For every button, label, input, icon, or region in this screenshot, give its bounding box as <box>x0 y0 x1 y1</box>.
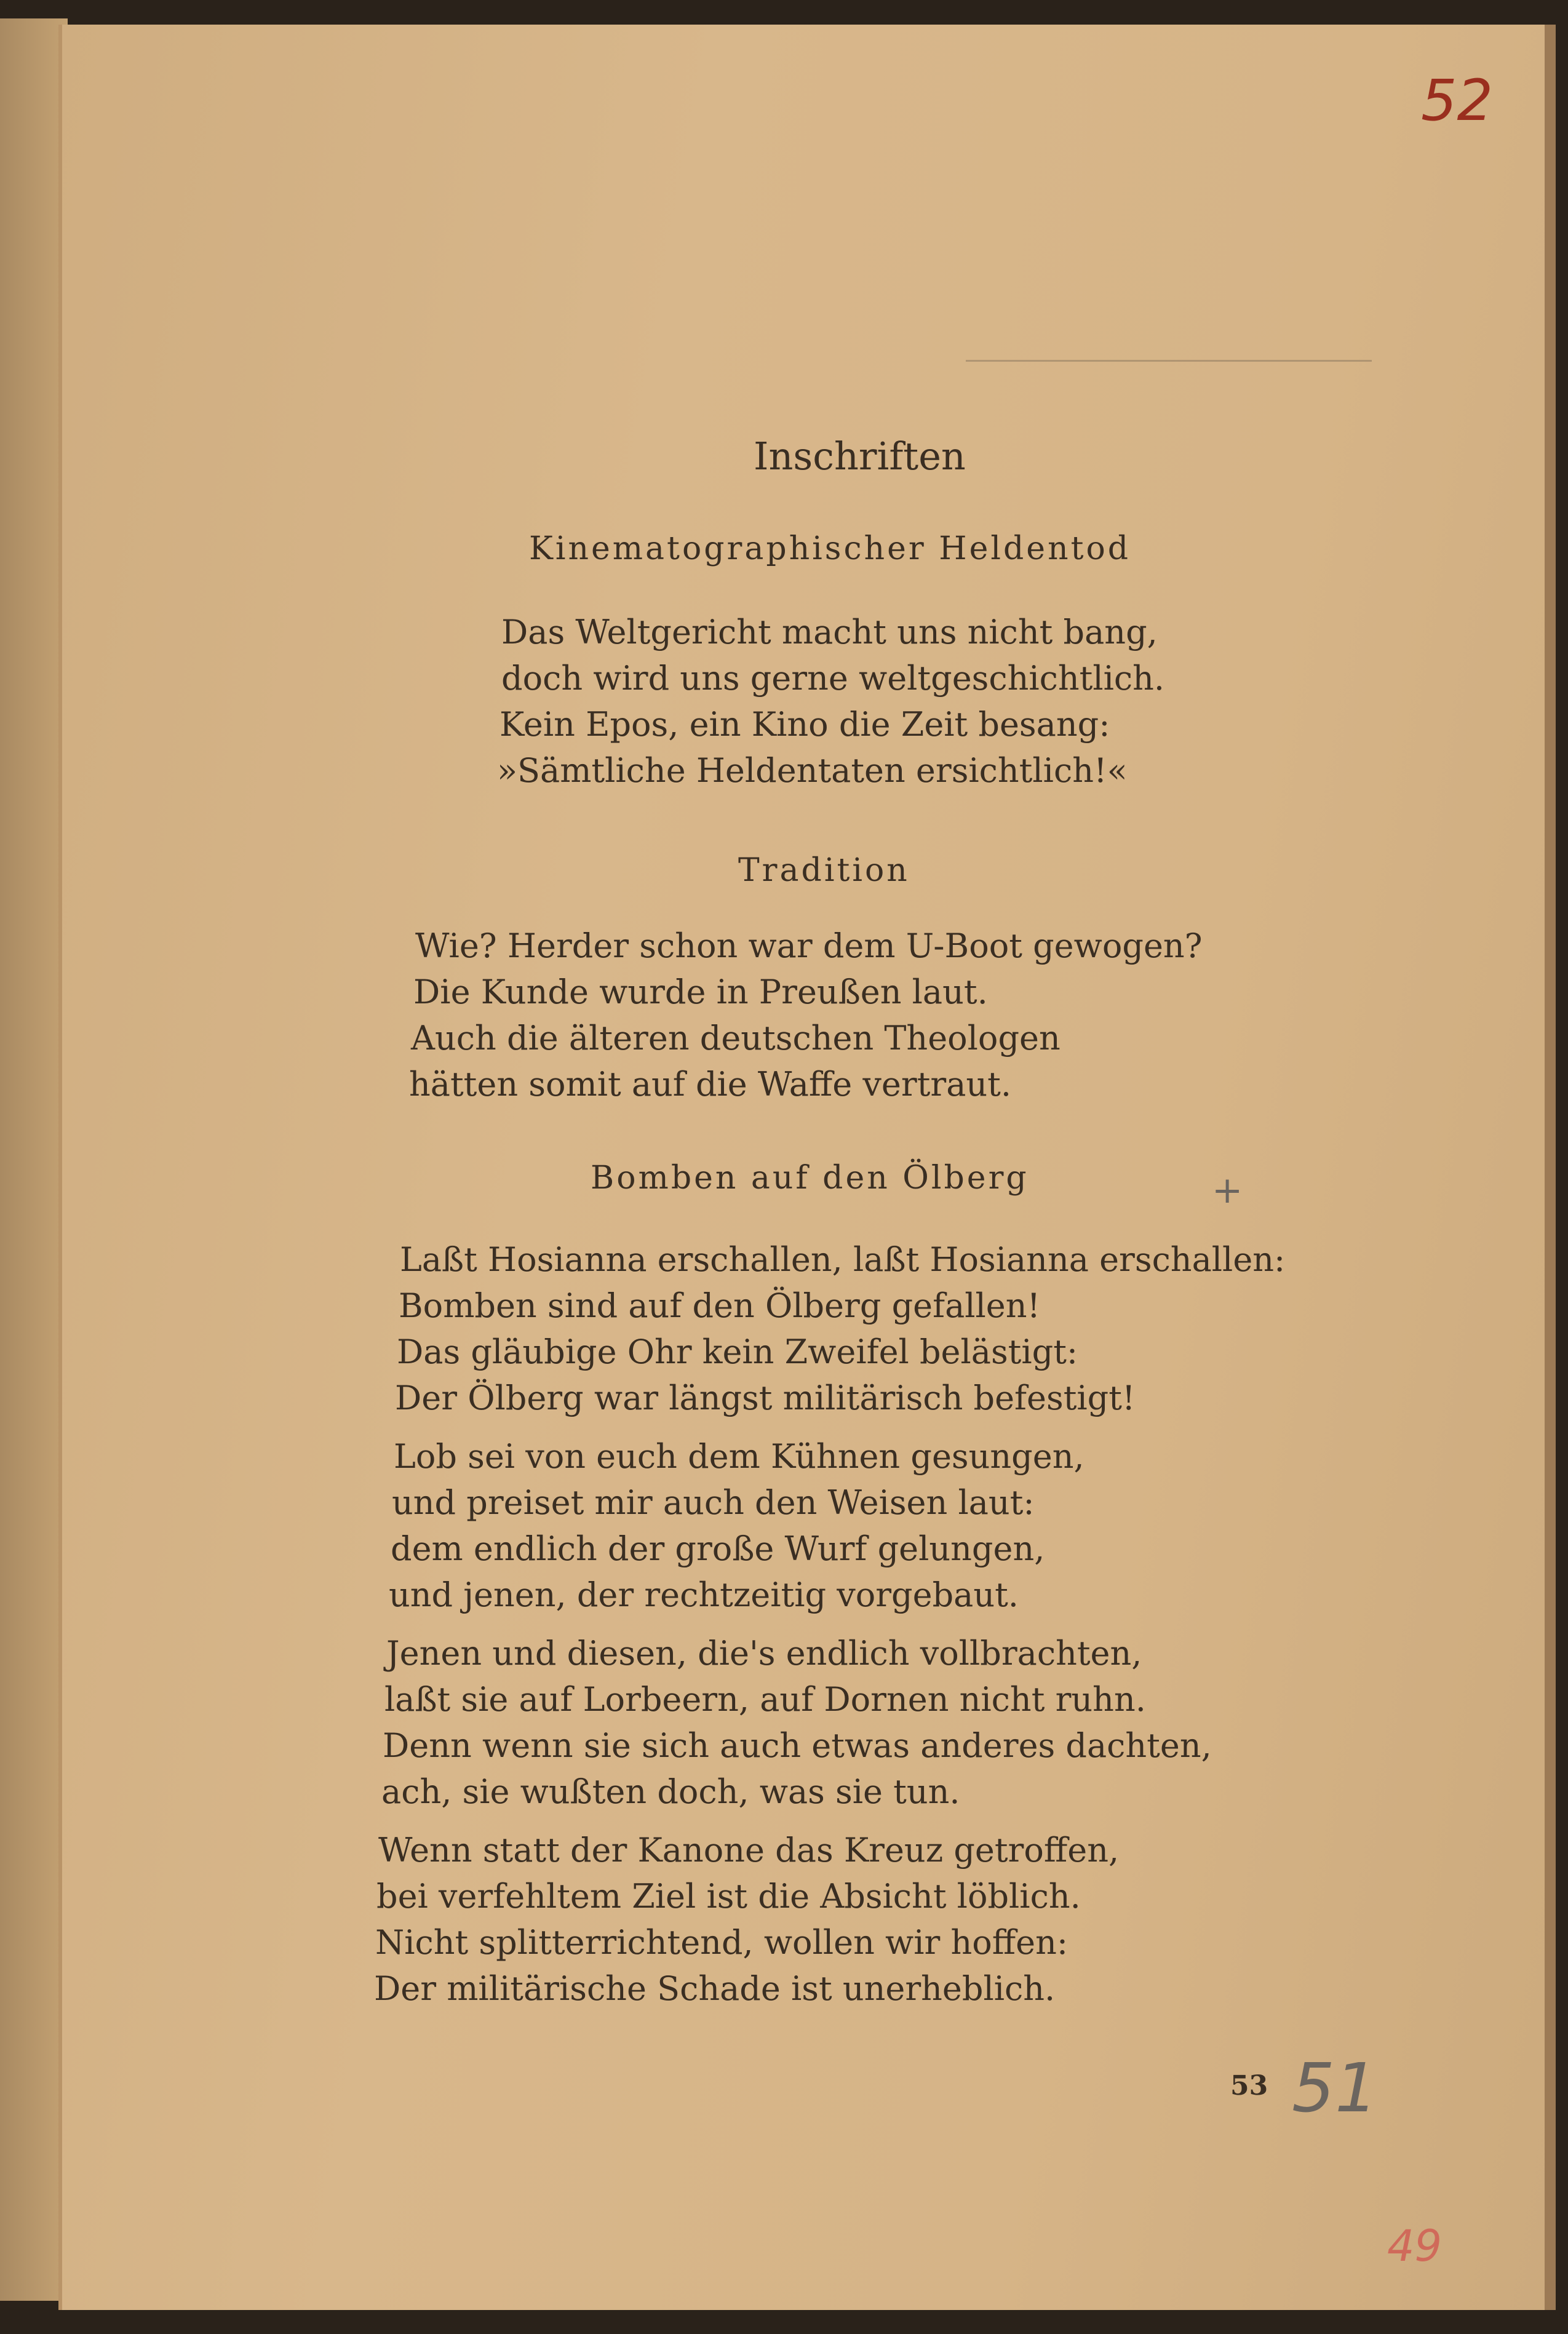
verse-line: ach, sie wußten doch, was sie tun. <box>381 1772 960 1811</box>
verse-line: Laßt Hosianna erschallen, laßt Hosianna erschallen: <box>400 1240 1286 1279</box>
faint-rule <box>966 360 1372 362</box>
margin-cross-mark: + <box>1212 1169 1243 1212</box>
verse-line: Das Weltgericht macht uns nicht bang, <box>501 613 1158 651</box>
verse-line: hätten somit auf die Waffe vertraut. <box>409 1065 1012 1104</box>
verse-line: Der Ölberg war längst militärisch befestigt! <box>395 1379 1136 1417</box>
verse-line: doch wird uns gerne weltgeschichtlich. <box>501 659 1165 698</box>
red-page-number: 49 <box>1387 2221 1443 2271</box>
verse-line: Wenn statt der Kanone das Kreuz getroffen, <box>378 1831 1120 1870</box>
verse-line: dem endlich der große Wurf gelungen, <box>391 1529 1045 1568</box>
verse-line: Lob sei von euch dem Kühnen gesungen, <box>394 1437 1084 1476</box>
verse-line: Auch die älteren deutschen Theologen <box>411 1019 1061 1057</box>
page-edge <box>0 18 68 2301</box>
verse-line: Wie? Herder schon war dem U-Boot gewogen? <box>415 926 1203 965</box>
section-heading-tradition: Tradition <box>738 852 910 889</box>
verse-line: Die Kunde wurde in Preußen laut. <box>413 973 988 1011</box>
archive-page-number: 52 <box>1421 68 1494 133</box>
verse-line: Kein Epos, ein Kino die Zeit besang: <box>499 705 1110 744</box>
verse-line: Nicht splitterrichtend, wollen wir hoffen: <box>375 1923 1069 1962</box>
printed-page-number: 53 <box>1230 2070 1268 2101</box>
verse-line: Bomben sind auf den Ölberg gefallen! <box>399 1286 1041 1325</box>
section-heading-kinematographischer: Kinematographischer Heldentod <box>529 530 1131 567</box>
verse-line: Jenen und diesen, die's endlich vollbrachten, <box>386 1634 1142 1673</box>
verse-line: Denn wenn sie sich auch etwas anderes dachten, <box>383 1726 1212 1765</box>
verse-line: und jenen, der rechtzeitig vorgebaut. <box>389 1575 1019 1614</box>
verse-line: »Sämtliche Heldentaten ersichtlich!« <box>497 751 1128 790</box>
page-title: Inschriften <box>754 434 966 479</box>
verse-line: bei verfehltem Ziel ist die Absicht löblich. <box>376 1877 1081 1916</box>
verse-line: Der militärische Schade ist unerheblich. <box>374 1969 1056 2008</box>
pencil-page-number: 51 <box>1292 2049 1378 2127</box>
verse-line: und preiset mir auch den Weisen laut: <box>392 1483 1035 1522</box>
verse-line: Das gläubige Ohr kein Zweifel belästigt: <box>397 1332 1078 1371</box>
section-heading-oelberg: Bomben auf den Ölberg <box>591 1160 1029 1197</box>
page-shadow <box>1545 25 1556 2310</box>
verse-line: laßt sie auf Lorbeern, auf Dornen nicht ruhn. <box>384 1680 1146 1719</box>
